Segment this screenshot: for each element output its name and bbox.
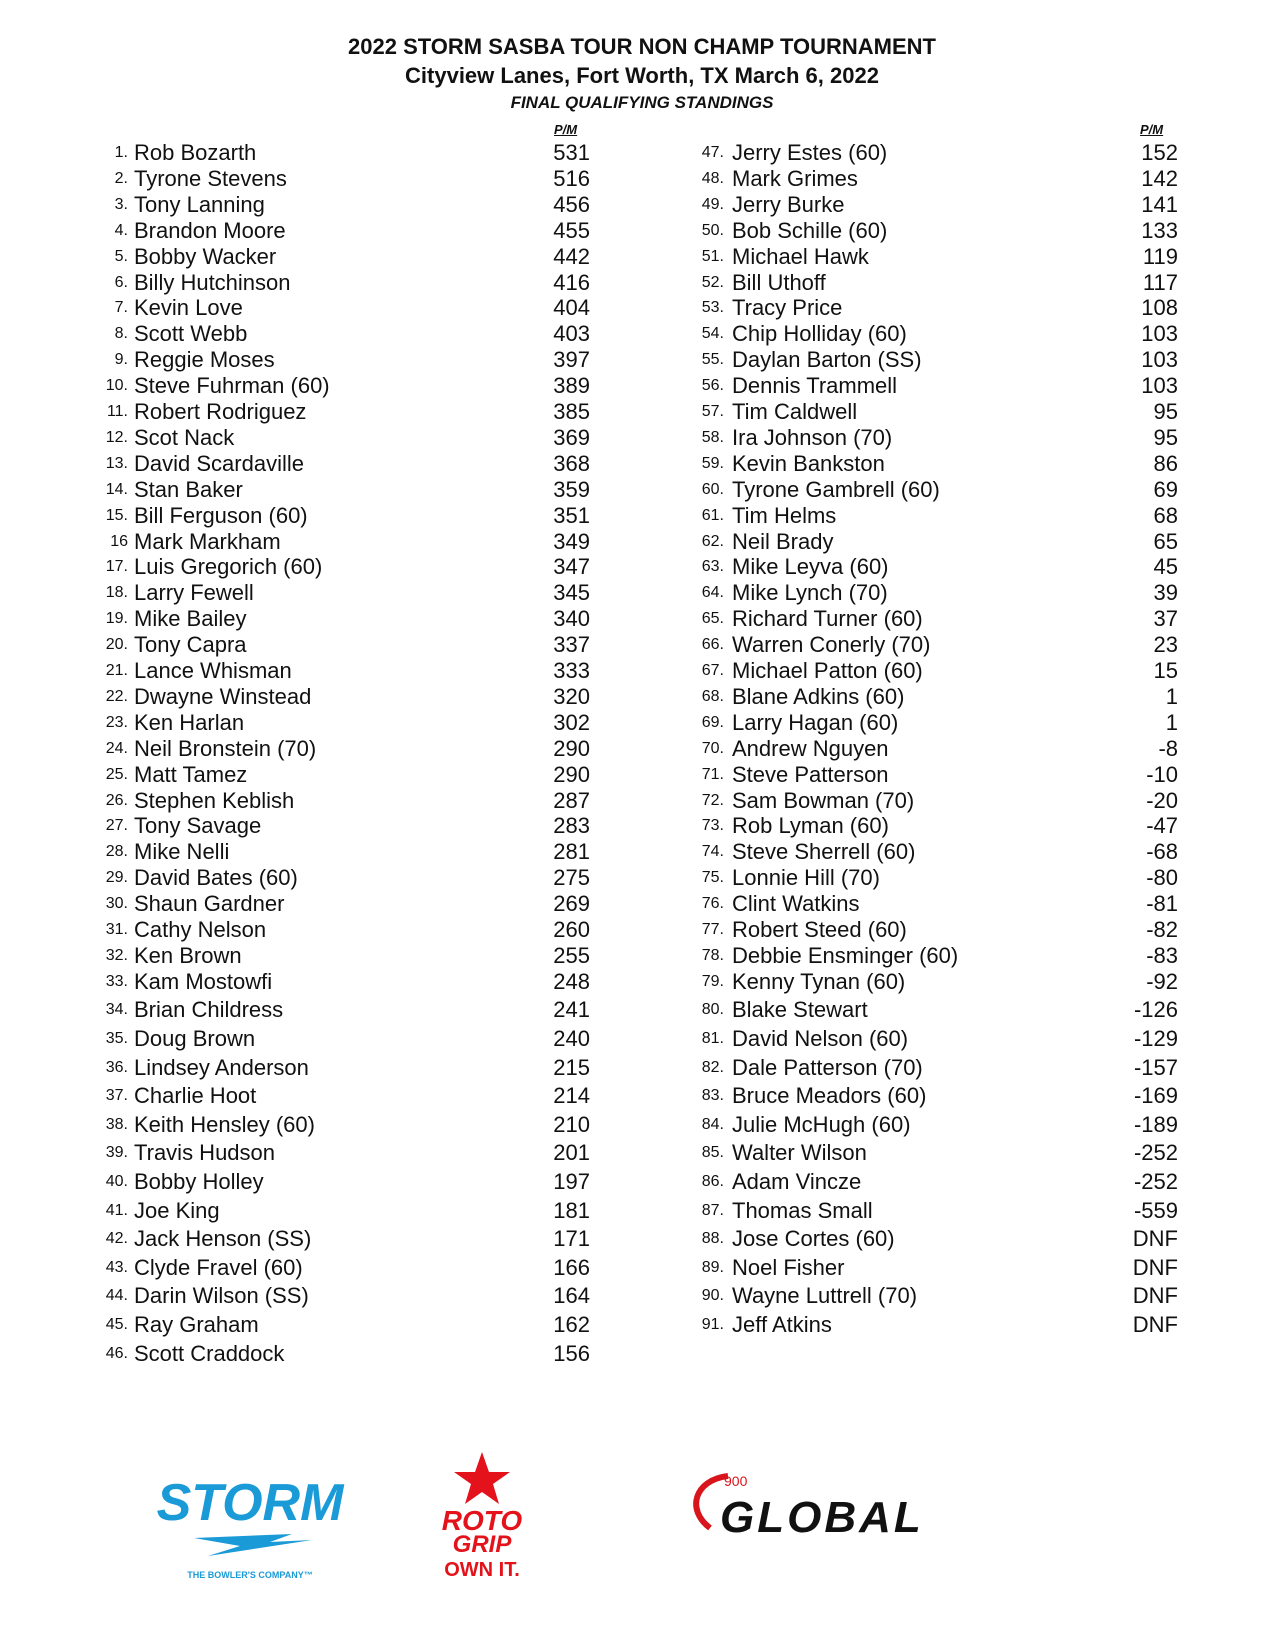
bowler-name: Jerry Burke xyxy=(732,191,845,217)
rank-number: 34. xyxy=(105,1001,128,1019)
bowler-name: Kevin Bankston xyxy=(732,450,885,476)
bowler-name: Mike Nelli xyxy=(134,839,230,865)
rank-number: 43. xyxy=(105,1258,128,1276)
rank-number: 59. xyxy=(701,454,724,472)
rank-number: 4. xyxy=(114,221,128,239)
rank-number: 21. xyxy=(105,662,128,679)
pm-column-header-right: P/M xyxy=(1140,122,1164,137)
bowler-name: Reggie Moses xyxy=(134,347,275,373)
bowler-name: Bobby Wacker xyxy=(134,243,277,269)
plus-minus-value: 349 xyxy=(553,528,590,554)
bowler-name: Lance Whisman xyxy=(134,658,292,683)
rank-number: 63. xyxy=(701,558,724,576)
plus-minus-value: -81 xyxy=(1146,891,1178,917)
plus-minus-value: 214 xyxy=(553,1083,590,1109)
bowler-name: Doug Brown xyxy=(134,1026,256,1051)
rank-number: 91. xyxy=(701,1316,724,1333)
rank-number: 89. xyxy=(701,1258,724,1276)
rank-number: 42. xyxy=(105,1230,128,1248)
bowler-name: Tyrone Stevens xyxy=(134,165,287,191)
rank-number: 66. xyxy=(701,636,724,654)
bowler-name: Robert Steed (60) xyxy=(732,917,907,942)
rank-number: 53. xyxy=(701,299,724,317)
rank-number: 90. xyxy=(701,1287,724,1305)
section-heading: FINAL QUALIFYING STANDINGS xyxy=(510,93,774,112)
storm-logo-tagline: THE BOWLER'S COMPANY™ xyxy=(187,1570,313,1580)
plus-minus-value: -252 xyxy=(1133,1140,1178,1166)
rank-number: 15. xyxy=(105,506,128,524)
plus-minus-value: -68 xyxy=(1146,839,1178,865)
rank-number: 55. xyxy=(701,351,724,369)
plus-minus-value: -10 xyxy=(1146,761,1178,787)
bowler-name: Sam Bowman (70) xyxy=(732,787,915,813)
plus-minus-value: 368 xyxy=(553,450,590,476)
rank-number: 54. xyxy=(701,325,724,343)
rank-number: 82. xyxy=(701,1058,724,1076)
rank-number: 62. xyxy=(701,532,724,550)
bowler-name: Matt Tamez xyxy=(134,761,248,787)
plus-minus-value: 197 xyxy=(553,1169,590,1194)
plus-minus-value: 181 xyxy=(553,1197,590,1223)
plus-minus-value: 23 xyxy=(1153,632,1178,658)
plus-minus-value: 442 xyxy=(553,243,590,269)
plus-minus-value: DNF xyxy=(1132,1254,1178,1280)
plus-minus-value: 142 xyxy=(1141,165,1178,191)
bowler-name: Robert Rodriguez xyxy=(134,399,307,424)
bowler-name: Chip Holliday (60) xyxy=(732,321,907,347)
bowler-name: Michael Patton (60) xyxy=(732,658,923,683)
bowler-name: Clint Watkins xyxy=(732,891,860,917)
rank-number: 77. xyxy=(701,921,724,938)
rank-number: 38. xyxy=(105,1115,128,1133)
bowler-name: Bill Ferguson (60) xyxy=(134,502,308,528)
bowler-name: Steve Patterson xyxy=(732,761,889,787)
bowler-name: Mark Grimes xyxy=(732,165,858,191)
bowler-name: Rob Bozarth xyxy=(134,140,257,165)
rank-number: 8. xyxy=(114,325,128,343)
bowler-name: Ken Harlan xyxy=(134,709,245,735)
rank-number: 78. xyxy=(701,946,724,964)
rank-number: 23. xyxy=(105,713,128,731)
bowler-name: Debbie Ensminger (60) xyxy=(732,942,959,968)
bowler-name: Larry Fewell xyxy=(134,580,254,606)
rank-number: 88. xyxy=(701,1230,724,1248)
bowler-name: Dale Patterson (70) xyxy=(732,1054,923,1080)
rank-number: 65. xyxy=(701,610,724,628)
rank-number: 22. xyxy=(105,687,128,705)
rank-number: 79. xyxy=(701,972,724,990)
bowler-name: Scot Nack xyxy=(134,424,235,450)
storm-logo xyxy=(156,1470,344,1590)
plus-minus-value: 133 xyxy=(1141,217,1178,243)
plus-minus-value: -252 xyxy=(1133,1169,1178,1194)
plus-minus-value: 281 xyxy=(553,839,590,865)
bowler-name: Tyrone Gambrell (60) xyxy=(732,476,940,502)
plus-minus-value: 455 xyxy=(553,217,590,243)
rank-number: 68. xyxy=(701,687,724,705)
rotogrip-line1: ROTO xyxy=(441,1505,523,1536)
bowler-name: Tim Caldwell xyxy=(732,399,858,424)
bowler-name: Charlie Hoot xyxy=(134,1083,257,1109)
bowler-name: Travis Hudson xyxy=(134,1140,276,1166)
bowler-name: Blake Stewart xyxy=(732,997,868,1023)
bowler-name: Stan Baker xyxy=(134,476,243,502)
rank-number: 27. xyxy=(105,817,128,835)
plus-minus-value: 531 xyxy=(553,140,590,165)
bowler-name: Clyde Fravel (60) xyxy=(134,1254,303,1280)
plus-minus-value: 287 xyxy=(553,787,590,813)
plus-minus-value: 1 xyxy=(1165,683,1178,709)
plus-minus-value: 290 xyxy=(553,735,590,761)
bowler-name: Neil Brady xyxy=(732,528,834,554)
bowler-name: Bob Schille (60) xyxy=(732,217,888,243)
bowler-name: Tim Helms xyxy=(732,502,837,528)
rank-number: 76. xyxy=(701,895,724,913)
rank-number: 24. xyxy=(105,739,128,757)
plus-minus-value: 290 xyxy=(553,761,590,787)
bowler-name: Brandon Moore xyxy=(134,217,286,243)
plus-minus-value: -8 xyxy=(1158,735,1178,761)
bowler-name: Mark Markham xyxy=(134,528,281,554)
bowler-name: Darin Wilson (SS) xyxy=(134,1283,309,1309)
bowler-name: Brian Childress xyxy=(134,997,284,1023)
rank-number: 20. xyxy=(105,636,128,654)
plus-minus-value: 15 xyxy=(1153,658,1178,683)
bowler-name: Blane Adkins (60) xyxy=(732,683,905,709)
plus-minus-value: 37 xyxy=(1153,606,1178,632)
sponsor-logos xyxy=(0,1470,1284,1590)
rank-number: 72. xyxy=(701,791,724,809)
rank-number: 3. xyxy=(114,195,128,213)
rank-number: 1. xyxy=(114,144,128,161)
bowler-name: Neil Bronstein (70) xyxy=(134,735,317,761)
bowler-name: Tony Savage xyxy=(134,813,262,839)
rank-number: 58. xyxy=(701,428,724,446)
rank-number: 36. xyxy=(105,1058,128,1076)
plus-minus-value: -83 xyxy=(1146,942,1178,968)
rank-number: 86. xyxy=(701,1173,724,1190)
plus-minus-value: 385 xyxy=(553,399,590,424)
bowler-name: Jeff Atkins xyxy=(732,1312,832,1337)
plus-minus-value: 369 xyxy=(553,424,590,450)
rank-number: 49. xyxy=(701,195,724,213)
plus-minus-value: 340 xyxy=(553,606,590,632)
bowler-name: Jose Cortes (60) xyxy=(732,1226,895,1252)
bowler-name: Dwayne Winstead xyxy=(134,683,312,709)
plus-minus-value: 351 xyxy=(553,502,590,528)
rank-number: 6. xyxy=(114,273,128,291)
rank-number: 5. xyxy=(114,247,128,265)
bowler-name: Scott Craddock xyxy=(134,1340,285,1366)
plus-minus-value: 166 xyxy=(553,1254,590,1280)
rank-number: 61. xyxy=(701,506,724,524)
rank-number: 33. xyxy=(105,972,128,990)
bowler-name: Bruce Meadors (60) xyxy=(732,1083,927,1109)
bowler-name: Scott Webb xyxy=(134,321,248,347)
bowler-name: Michael Hawk xyxy=(732,243,869,269)
bowler-name: Mike Leyva (60) xyxy=(732,554,889,580)
plus-minus-value: 69 xyxy=(1153,476,1178,502)
rank-number: 57. xyxy=(701,403,724,420)
bowler-name: Lindsey Anderson xyxy=(134,1054,309,1080)
plus-minus-value: 39 xyxy=(1153,580,1178,606)
plus-minus-value: -20 xyxy=(1146,787,1178,813)
plus-minus-value: 210 xyxy=(553,1111,590,1137)
plus-minus-value: 156 xyxy=(553,1340,590,1366)
rank-number: 18. xyxy=(105,584,128,602)
plus-minus-value: 162 xyxy=(553,1312,590,1337)
plus-minus-value: -157 xyxy=(1133,1054,1178,1080)
plus-minus-value: 240 xyxy=(553,1026,590,1051)
rank-number: 44. xyxy=(105,1287,128,1305)
rank-number: 74. xyxy=(701,843,724,861)
bowler-name: Thomas Small xyxy=(732,1197,873,1223)
rank-number: 12. xyxy=(105,428,128,446)
plus-minus-value: 275 xyxy=(553,865,590,891)
plus-minus-value: 255 xyxy=(553,942,590,968)
bowler-name: Ray Graham xyxy=(134,1312,259,1337)
bowler-name: Dennis Trammell xyxy=(732,373,898,399)
rank-number: 31. xyxy=(105,921,128,938)
rank-number: 32. xyxy=(105,946,128,964)
plus-minus-value: -47 xyxy=(1146,813,1178,839)
plus-minus-value: -129 xyxy=(1133,1026,1178,1051)
storm-logo-wordmark: STORM xyxy=(156,1474,344,1532)
rank-number: 51. xyxy=(701,247,724,265)
plus-minus-value: 65 xyxy=(1153,528,1178,554)
plus-minus-value: 347 xyxy=(553,554,590,580)
rank-number: 69. xyxy=(701,713,724,731)
bowler-name: David Nelson (60) xyxy=(732,1026,909,1051)
rank-number: 13. xyxy=(105,454,128,472)
bowler-name: Cathy Nelson xyxy=(134,917,267,942)
global-prefix: 900 xyxy=(724,1473,748,1489)
bowler-name: Shaun Gardner xyxy=(134,891,285,917)
rank-number: 73. xyxy=(701,817,724,835)
bowler-name: Tracy Price xyxy=(732,295,843,321)
rank-number: 56. xyxy=(701,377,724,395)
rank-number: 28. xyxy=(105,843,128,861)
bowler-name: Lonnie Hill (70) xyxy=(732,865,880,891)
event-location-date: Cityview Lanes, Fort Worth, TX March 6, 2022 xyxy=(405,63,879,88)
bowler-name: Joe King xyxy=(134,1197,220,1223)
plus-minus-value: 117 xyxy=(1142,269,1178,295)
rank-number: 35. xyxy=(105,1030,128,1047)
rank-number: 75. xyxy=(701,869,724,887)
rank-number: 50. xyxy=(701,221,724,239)
lightning-bolt-icon xyxy=(194,1534,312,1556)
plus-minus-value: 456 xyxy=(553,191,590,217)
bowler-name: Keith Hensley (60) xyxy=(134,1111,315,1137)
rank-number: 46. xyxy=(105,1344,128,1362)
bowler-name: Bill Uthoff xyxy=(732,269,826,295)
rank-number: 7. xyxy=(114,299,128,317)
rank-number: 45. xyxy=(105,1316,128,1333)
plus-minus-value: 248 xyxy=(553,968,590,994)
bowler-name: Ken Brown xyxy=(134,942,242,968)
plus-minus-value: 45 xyxy=(1153,554,1178,580)
plus-minus-value: 269 xyxy=(553,891,590,917)
plus-minus-value: 95 xyxy=(1153,399,1178,424)
rank-number: 17. xyxy=(105,558,128,576)
bowler-name: Mike Bailey xyxy=(134,606,247,632)
plus-minus-value: 345 xyxy=(553,580,590,606)
rank-number: 39. xyxy=(105,1144,128,1162)
plus-minus-value: 404 xyxy=(553,295,590,321)
bowler-name: Larry Hagan (60) xyxy=(732,709,899,735)
plus-minus-value: 171 xyxy=(553,1226,590,1252)
plus-minus-value: 215 xyxy=(553,1054,590,1080)
plus-minus-value: 397 xyxy=(553,347,590,373)
plus-minus-value: 108 xyxy=(1141,295,1178,321)
rank-number: 25. xyxy=(105,765,128,783)
rank-number: 48. xyxy=(701,169,724,187)
plus-minus-value: 103 xyxy=(1141,321,1178,347)
plus-minus-value: 337 xyxy=(553,632,590,658)
plus-minus-value: 86 xyxy=(1153,450,1178,476)
plus-minus-value: -80 xyxy=(1146,865,1178,891)
plus-minus-value: DNF xyxy=(1132,1312,1178,1337)
rank-number: 47. xyxy=(701,144,724,161)
star-icon xyxy=(454,1452,510,1504)
plus-minus-value: DNF xyxy=(1132,1283,1178,1309)
rank-number: 26. xyxy=(105,791,128,809)
rotogrip-line2: GRIP xyxy=(452,1531,512,1558)
plus-minus-value: 241 xyxy=(553,997,590,1023)
rank-number: 83. xyxy=(701,1087,724,1105)
rank-number: 10. xyxy=(105,377,128,395)
plus-minus-value: 103 xyxy=(1141,373,1178,399)
rank-number: 2. xyxy=(114,169,128,187)
bowler-name: Ira Johnson (70) xyxy=(732,424,893,450)
rank-number: 84. xyxy=(701,1115,724,1133)
plus-minus-value: 403 xyxy=(553,321,590,347)
rank-number: 85. xyxy=(701,1144,724,1162)
plus-minus-value: 302 xyxy=(553,709,590,735)
bowler-name: Tony Capra xyxy=(134,632,247,658)
rank-number: 60. xyxy=(701,480,724,498)
plus-minus-value: 416 xyxy=(553,269,590,295)
plus-minus-value: 1 xyxy=(1165,709,1178,735)
plus-minus-value: 95 xyxy=(1153,424,1178,450)
bowler-name: Mike Lynch (70) xyxy=(732,580,888,606)
bowler-name: Wayne Luttrell (70) xyxy=(732,1283,918,1309)
bowler-name: Tony Lanning xyxy=(134,191,265,217)
rank-number: 41. xyxy=(105,1201,128,1219)
bowler-name: Kam Mostowfi xyxy=(134,968,273,994)
rank-number: 70. xyxy=(701,739,724,757)
rotogrip-logo xyxy=(410,1450,560,1585)
rank-number: 40. xyxy=(105,1173,128,1190)
bowler-name: Noel Fisher xyxy=(732,1254,845,1280)
bowler-name: Richard Turner (60) xyxy=(732,606,923,632)
plus-minus-value: 152 xyxy=(1141,140,1178,165)
rank-number: 16 xyxy=(110,532,128,550)
plus-minus-value: -169 xyxy=(1133,1083,1178,1109)
900-global-logo xyxy=(680,1470,1040,1555)
plus-minus-value: 389 xyxy=(553,373,590,399)
plus-minus-value: -92 xyxy=(1146,968,1178,994)
rank-number: 30. xyxy=(105,895,128,913)
plus-minus-value: -126 xyxy=(1133,997,1178,1023)
plus-minus-value: -189 xyxy=(1133,1111,1178,1137)
plus-minus-value: 516 xyxy=(553,165,590,191)
bowler-name: Billy Hutchinson xyxy=(134,269,291,295)
bowler-name: Daylan Barton (SS) xyxy=(732,347,922,373)
plus-minus-value: 333 xyxy=(553,658,590,683)
rank-number: 67. xyxy=(701,662,724,679)
bowler-name: David Scardaville xyxy=(134,450,304,476)
rank-number: 52. xyxy=(701,273,724,291)
bowler-name: Walter Wilson xyxy=(732,1140,867,1166)
rank-number: 80. xyxy=(701,1001,724,1019)
rank-number: 19. xyxy=(105,610,128,628)
rank-number: 71. xyxy=(701,765,724,783)
rank-number: 9. xyxy=(114,351,128,369)
plus-minus-value: 103 xyxy=(1141,347,1178,373)
plus-minus-value: 359 xyxy=(553,476,590,502)
bowler-name: Jack Henson (SS) xyxy=(134,1226,312,1252)
rank-number: 29. xyxy=(105,869,128,887)
page-title: 2022 STORM SASBA TOUR NON CHAMP TOURNAMENT xyxy=(348,34,936,59)
rank-number: 64. xyxy=(701,584,724,602)
bowler-name: Julie McHugh (60) xyxy=(732,1111,911,1137)
plus-minus-value: -559 xyxy=(1133,1197,1178,1223)
plus-minus-value: DNF xyxy=(1132,1226,1178,1252)
bowler-name: Steve Sherrell (60) xyxy=(732,839,916,865)
bowler-name: Andrew Nguyen xyxy=(732,735,889,761)
bowler-name: David Bates (60) xyxy=(134,865,298,891)
plus-minus-value: -82 xyxy=(1146,917,1178,942)
bowler-name: Luis Gregorich (60) xyxy=(134,554,323,580)
pm-column-header-left: P/M xyxy=(554,122,578,137)
bowler-name: Warren Conerly (70) xyxy=(732,632,931,658)
bowler-name: Rob Lyman (60) xyxy=(732,813,889,839)
bowler-name: Jerry Estes (60) xyxy=(732,140,888,165)
bowler-name: Stephen Keblish xyxy=(134,787,295,813)
bowler-name: Kevin Love xyxy=(134,295,243,321)
rank-number: 81. xyxy=(701,1030,724,1047)
plus-minus-value: 201 xyxy=(553,1140,590,1166)
rank-number: 87. xyxy=(701,1201,724,1219)
plus-minus-value: 283 xyxy=(553,813,590,839)
rank-number: 37. xyxy=(105,1087,128,1105)
rank-number: 14. xyxy=(105,480,128,498)
global-wordmark: GLOBAL xyxy=(720,1493,924,1542)
bowler-name: Steve Fuhrman (60) xyxy=(134,373,330,399)
plus-minus-value: 260 xyxy=(553,917,590,942)
plus-minus-value: 320 xyxy=(553,683,590,709)
plus-minus-value: 119 xyxy=(1142,243,1178,269)
bowler-name: Kenny Tynan (60) xyxy=(732,968,906,994)
rotogrip-slogan: OWN IT. xyxy=(444,1559,520,1581)
rank-number: 11. xyxy=(106,403,128,420)
plus-minus-value: 141 xyxy=(1141,191,1178,217)
bowler-name: Adam Vincze xyxy=(732,1169,862,1194)
plus-minus-value: 68 xyxy=(1153,502,1178,528)
bowler-name: Bobby Holley xyxy=(134,1169,264,1194)
plus-minus-value: 164 xyxy=(553,1283,590,1309)
